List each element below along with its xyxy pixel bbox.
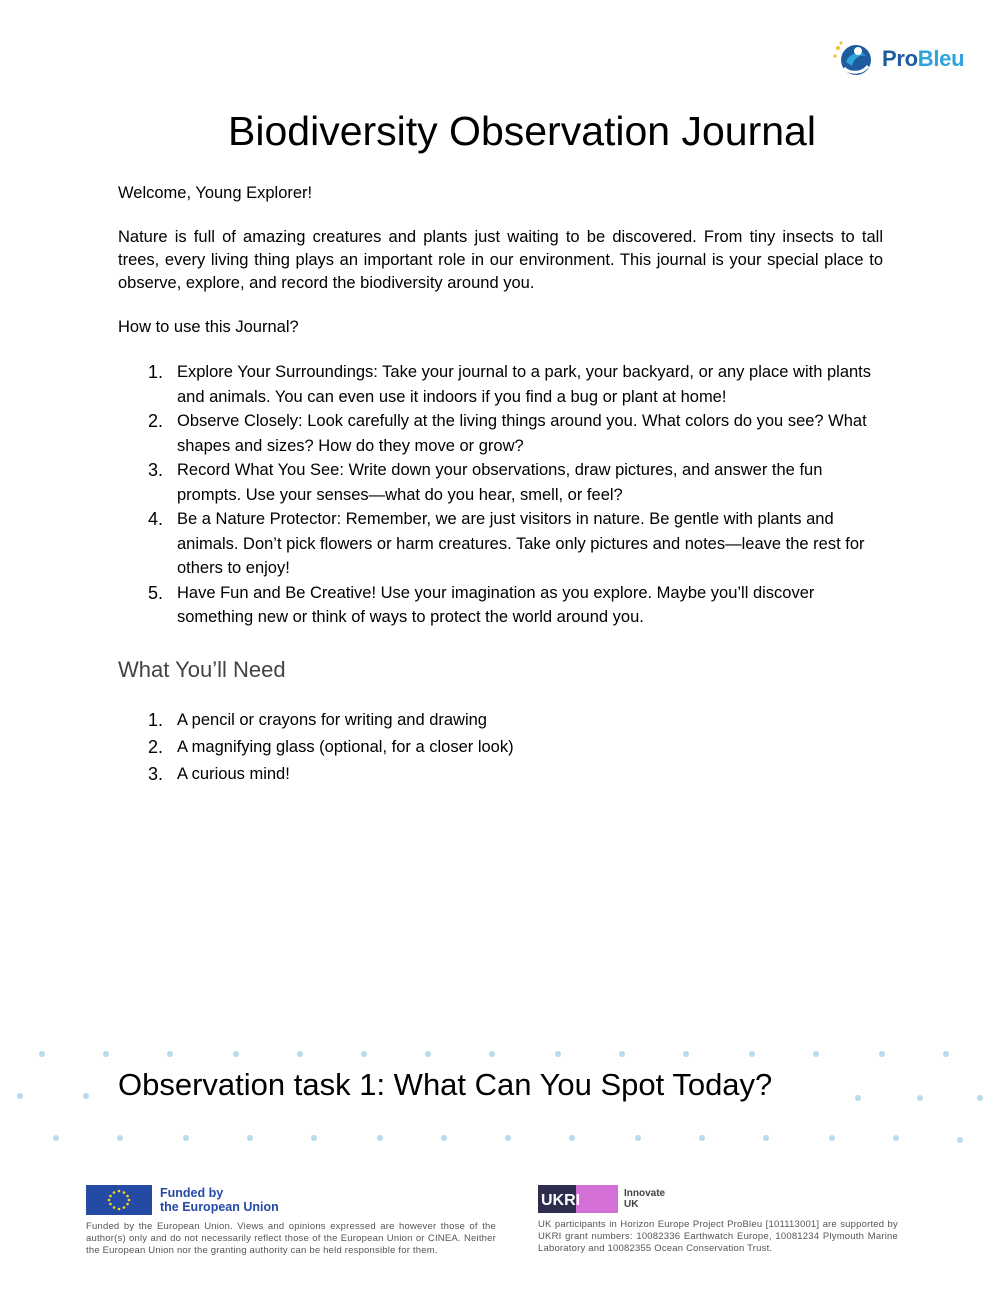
eu-funding-block (86, 1185, 496, 1257)
eu-flag-icon (86, 1185, 152, 1215)
probleu-logo-icon (832, 40, 876, 78)
intro-paragraph: Nature is full of amazing creatures and plants just waiting to be discovered. From tiny insects to tall trees, every living thing plays an important role in our environment. This journal is your special place to observe, explore, and record the biodiversity around you. (118, 228, 883, 292)
ukri-logo (538, 1185, 618, 1213)
list-item: 2. Observe Closely: Look carefully at the living things around you. What colors do you see? What shapes and sizes? How do they move or grow? (148, 411, 867, 455)
steps-list (118, 360, 888, 630)
innovate-line2: UK (624, 1199, 639, 1210)
needs-list (118, 707, 888, 788)
list-item: 5. Have Fun and Be Creative! Use your imagination as you explore. Maybe you’ll discover something new or think of ways to protect the world around you. (148, 582, 815, 626)
eu-label-line2: the European Union (160, 1200, 279, 1214)
list-item: 1. Explore Your Surroundings: Take your journal to a park, your backyard, or any place with plants and animals. You can even use it indoors if you find a bug or plant at home! (148, 362, 872, 406)
list-item: 1. A pencil or crayons for writing and drawing (148, 710, 487, 730)
logo-bleu-text: Bleu (917, 46, 965, 71)
list-item: 2. A magnifying glass (optional, for a closer look) (148, 737, 514, 757)
uk-disclaimer: UK participants in Horizon Europe Project ProBleu [101113001] are supported by UKRI grant numbers: 10082336 Earthwatch Europe, 10081234 Plymouth Marine Laboratory and 10082355 Ocean Conservation Trust. (538, 1219, 898, 1254)
svg-text:UKRI: UKRI (541, 1192, 581, 1209)
logo-pro-text: Pro (882, 46, 918, 71)
list-item: 3. A curious mind! (148, 764, 290, 784)
list-item: 3. Record What You See: Write down your observations, draw pictures, and answer the fun prompts. Use your senses—what do you hear, smell, or feel? (148, 460, 823, 504)
uk-funding-block (538, 1185, 898, 1255)
page-title: Biodiversity Observation Journal (228, 108, 816, 154)
welcome-text: Welcome, Young Explorer! (118, 184, 313, 202)
how-to-heading: How to use this Journal? (118, 318, 299, 336)
need-heading: What You’ll Need (118, 657, 286, 682)
eu-disclaimer: Funded by the European Union. Views and opinions expressed are however those of the author(s) only and do not necessarily reflect those of the European Union or CINEA. Neither the European Union nor the granting authority can be held responsible for them. (86, 1221, 496, 1256)
eu-label-line1: Funded by (160, 1186, 224, 1200)
probleu-logo (832, 40, 964, 78)
task-heading: Observation task 1: What Can You Spot Today? (118, 1067, 773, 1102)
innovate-line1: Innovate (624, 1188, 666, 1199)
list-item: 4. Be a Nature Protector: Remember, we are just visitors in nature. Be gentle with plants and animals. Don’t pick flowers or harm creatures. Take only pictures and notes—leave the rest for others to enjoy! (148, 509, 865, 577)
